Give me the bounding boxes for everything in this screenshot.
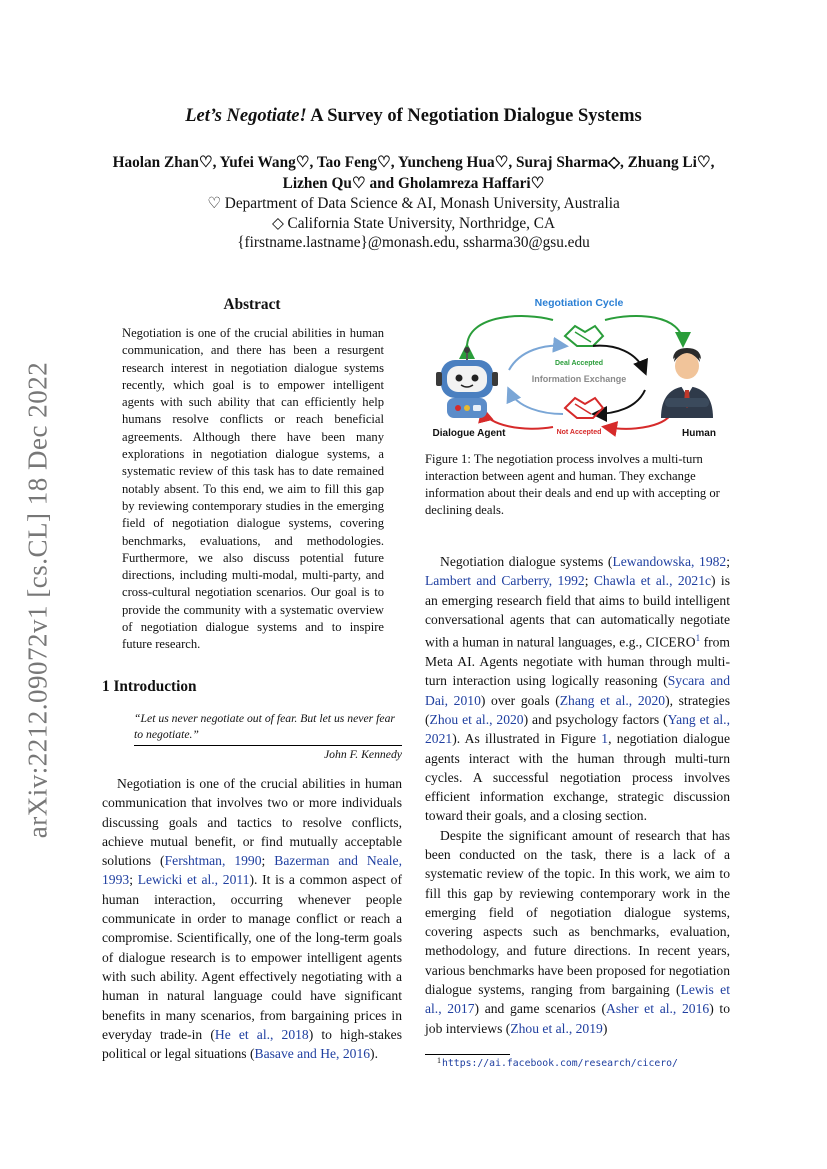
agent-label: Dialogue Agent	[432, 428, 506, 439]
right-column	[425, 552, 730, 1038]
human-avatar-icon	[661, 348, 713, 418]
text: ) is an emerging research field that aims to build intelligent conversational agents that can automatically negotiate with a human in natural languages, e.g., CICERO	[425, 573, 730, 650]
text: ) and psychology factors (	[523, 711, 668, 727]
text: ;	[726, 554, 730, 569]
arxiv-stamp	[8, 330, 68, 870]
arrow-black-lower	[595, 390, 645, 414]
text: from Meta AI. Agents negotiate with human through multi-turn interaction using logically reasoning (	[425, 634, 730, 689]
text: Negotiation is one of the crucial abilities in human communication that involves two or more individuals discussing goals and tactics to resolve conflicts, achieve mutual benefit, or find mutually acceptable solutions (	[102, 776, 402, 869]
citation-link[interactable]: Chawla et al., 2021c	[593, 573, 712, 589]
paper-title	[0, 106, 827, 127]
intro-paragraph	[102, 774, 402, 1063]
text: ;	[129, 872, 138, 888]
citation-link[interactable]: Lambert and Carberry, 1992	[425, 573, 585, 589]
figure-ref-link[interactable]: 1	[601, 731, 609, 747]
authors-line1: Haolan Zhan♡, Yufei Wang♡, Tao Feng♡, Yuncheng Hua♡, Suraj Sharma◇, Zhuang Li♡,	[112, 154, 715, 171]
abstract-heading: Abstract	[223, 296, 281, 313]
text: ). It is a common aspect of human interaction, occurring whenever people communicate in order to manage conflict or reach a compromise. Scientifically, one of the long-term goals of dialogue research is to empower intelligent agents with such ability. Agent effectively negotiating with a human in natural language could have significant benefits in many scenarios, from bargaining prices in everyday trade-in (	[102, 872, 402, 1042]
citation-link[interactable]: Fershtman, 1990	[164, 853, 262, 869]
handshake-rejected-icon	[565, 398, 603, 418]
text: Negotiation dialogue systems (	[440, 554, 613, 569]
robot-icon	[436, 347, 498, 418]
title-rest: A Survey of Negotiation Dialogue Systems	[310, 106, 642, 126]
arrow-black-upper	[593, 346, 645, 372]
citation-link[interactable]: Zhang et al., 2020	[559, 692, 666, 708]
text: ), strategies (	[425, 692, 730, 727]
not-accepted-label: Not Accepted	[556, 429, 602, 436]
text: ;	[261, 853, 275, 869]
citation-link[interactable]: Sycara and Dai, 2010	[425, 673, 730, 708]
citation-link[interactable]: Zhou et al., 2020	[429, 711, 524, 727]
text: ). As illustrated in Figure	[452, 731, 602, 747]
cycle-label: Negotiation Cycle	[534, 297, 624, 309]
text: )	[602, 1020, 608, 1036]
text: ) over goals (	[480, 692, 560, 708]
citation-link[interactable]: Zhou et al., 2019	[510, 1020, 603, 1036]
citation-link[interactable]: Lewicki et al., 2011	[137, 872, 250, 888]
info-exchange-label: Information Exchange	[531, 374, 627, 384]
citation-link[interactable]: Lewandowska, 1982	[612, 554, 727, 569]
text: ) and game scenarios (	[474, 1001, 607, 1017]
citation-link[interactable]: Lewis et al., 2017	[425, 982, 730, 1017]
footnote-ref[interactable]: 1	[695, 633, 701, 644]
arrow-green-left	[467, 316, 553, 347]
right-paragraph-2	[425, 826, 730, 1038]
text: ;	[584, 573, 594, 589]
arrow-green-right	[605, 316, 683, 344]
figure-caption: Figure 1: The negotiation process involves a multi-turn interaction between agent and human. They exchange information about their deals and end up with accepting or declining deals.	[425, 452, 720, 517]
title-italic: Let’s Negotiate!	[185, 106, 307, 126]
text: ) to high-stakes political or legal situations (	[102, 1026, 402, 1062]
authors-line2: Lizhen Qu♡ and Gholamreza Haffari♡	[282, 175, 545, 192]
text: ) to job interviews (	[425, 1001, 731, 1036]
section-heading-introduction: 1 Introduction	[102, 678, 197, 695]
quote-rule	[134, 745, 402, 746]
epigraph-quote: “Let us never negotiate out of fear. But let us never fear to negotiate.”	[134, 712, 395, 741]
text: Despite the significant amount of research that has been conducted on the task, there is a lack of a systematic review of the topic. In this work, we aim to fill this gap by reviewing contemporary work in the emerging field of negotiation dialogue systems, covering aspects such as benchmarks, evaluation, methodology, and future directions. In recent years, various benchmarks have been proposed for negotiation dialogue systems, ranging from bargaining (	[425, 827, 730, 998]
arrow-blue-lower	[509, 390, 563, 414]
emails: {firstname.lastname}@monash.edu, ssharma30@gsu.edu	[237, 234, 590, 251]
abstract-text: Negotiation is one of the crucial abilities in human communication, and there has been a resurgent research interest in negotiation dialogue systems recently, which goal is to empower intelligent agents with such ability that can efficiently help humans resolve conflicts or reach beneficial agreements. Although there have been many explorations in negotiation dialogue systems, a systematic review of this task has to date remained notably absent. To this end, we aim to fill this gap by reviewing contemporary studies in the emerging field of negotiation dialogue systems, covering benchmarks, evaluations, and methodologies. Furthermore, we also discuss potential future directions, including multi-modal, multi-party, and cross-cultural negotiation scenarios. Our goal is to provide the community with a systematic overview of negotiation dialogue systems and to inspire future research.	[122, 326, 384, 652]
human-label: Human	[682, 428, 716, 439]
epigraph-author: John F. Kennedy	[323, 748, 402, 761]
text: ).	[370, 1046, 378, 1062]
citation-link[interactable]: Basave and He, 2016	[254, 1046, 371, 1062]
text: , negotiation dialogue agents interact with the human through multi-turn cycles. A successful negotiation process involves efficient information exchange, strategic discussion toward their goals, and a closing section.	[425, 731, 730, 824]
handshake-accepted-icon	[565, 326, 603, 346]
footnote-mark: 1	[437, 1056, 441, 1065]
figure-negotiation-cycle	[425, 292, 730, 442]
footnote-url-link[interactable]: https://ai.facebook.com/research/cicero/	[442, 1058, 678, 1069]
right-paragraph-1	[425, 552, 730, 826]
arxiv-stamp-text: arXiv:2212.09072v1 [cs.CL] 18 Dec 2022	[22, 361, 53, 839]
affiliation-csun: ◇ California State University, Northridge, CA	[271, 215, 556, 232]
figure-svg	[425, 292, 730, 442]
deal-accepted-label: Deal Accepted	[555, 360, 603, 367]
authors	[60, 152, 767, 194]
citation-link[interactable]: Bazerman and Neale, 1993	[102, 853, 402, 888]
affiliation-monash: ♡ Department of Data Science & AI, Monash University, Australia	[207, 195, 620, 212]
citation-link[interactable]: Asher et al., 2016	[606, 1001, 710, 1017]
citation-link[interactable]: He et al., 2018	[214, 1026, 309, 1042]
citation-link[interactable]: Yang et al., 2021	[425, 711, 730, 747]
footnote-rule	[425, 1054, 510, 1055]
